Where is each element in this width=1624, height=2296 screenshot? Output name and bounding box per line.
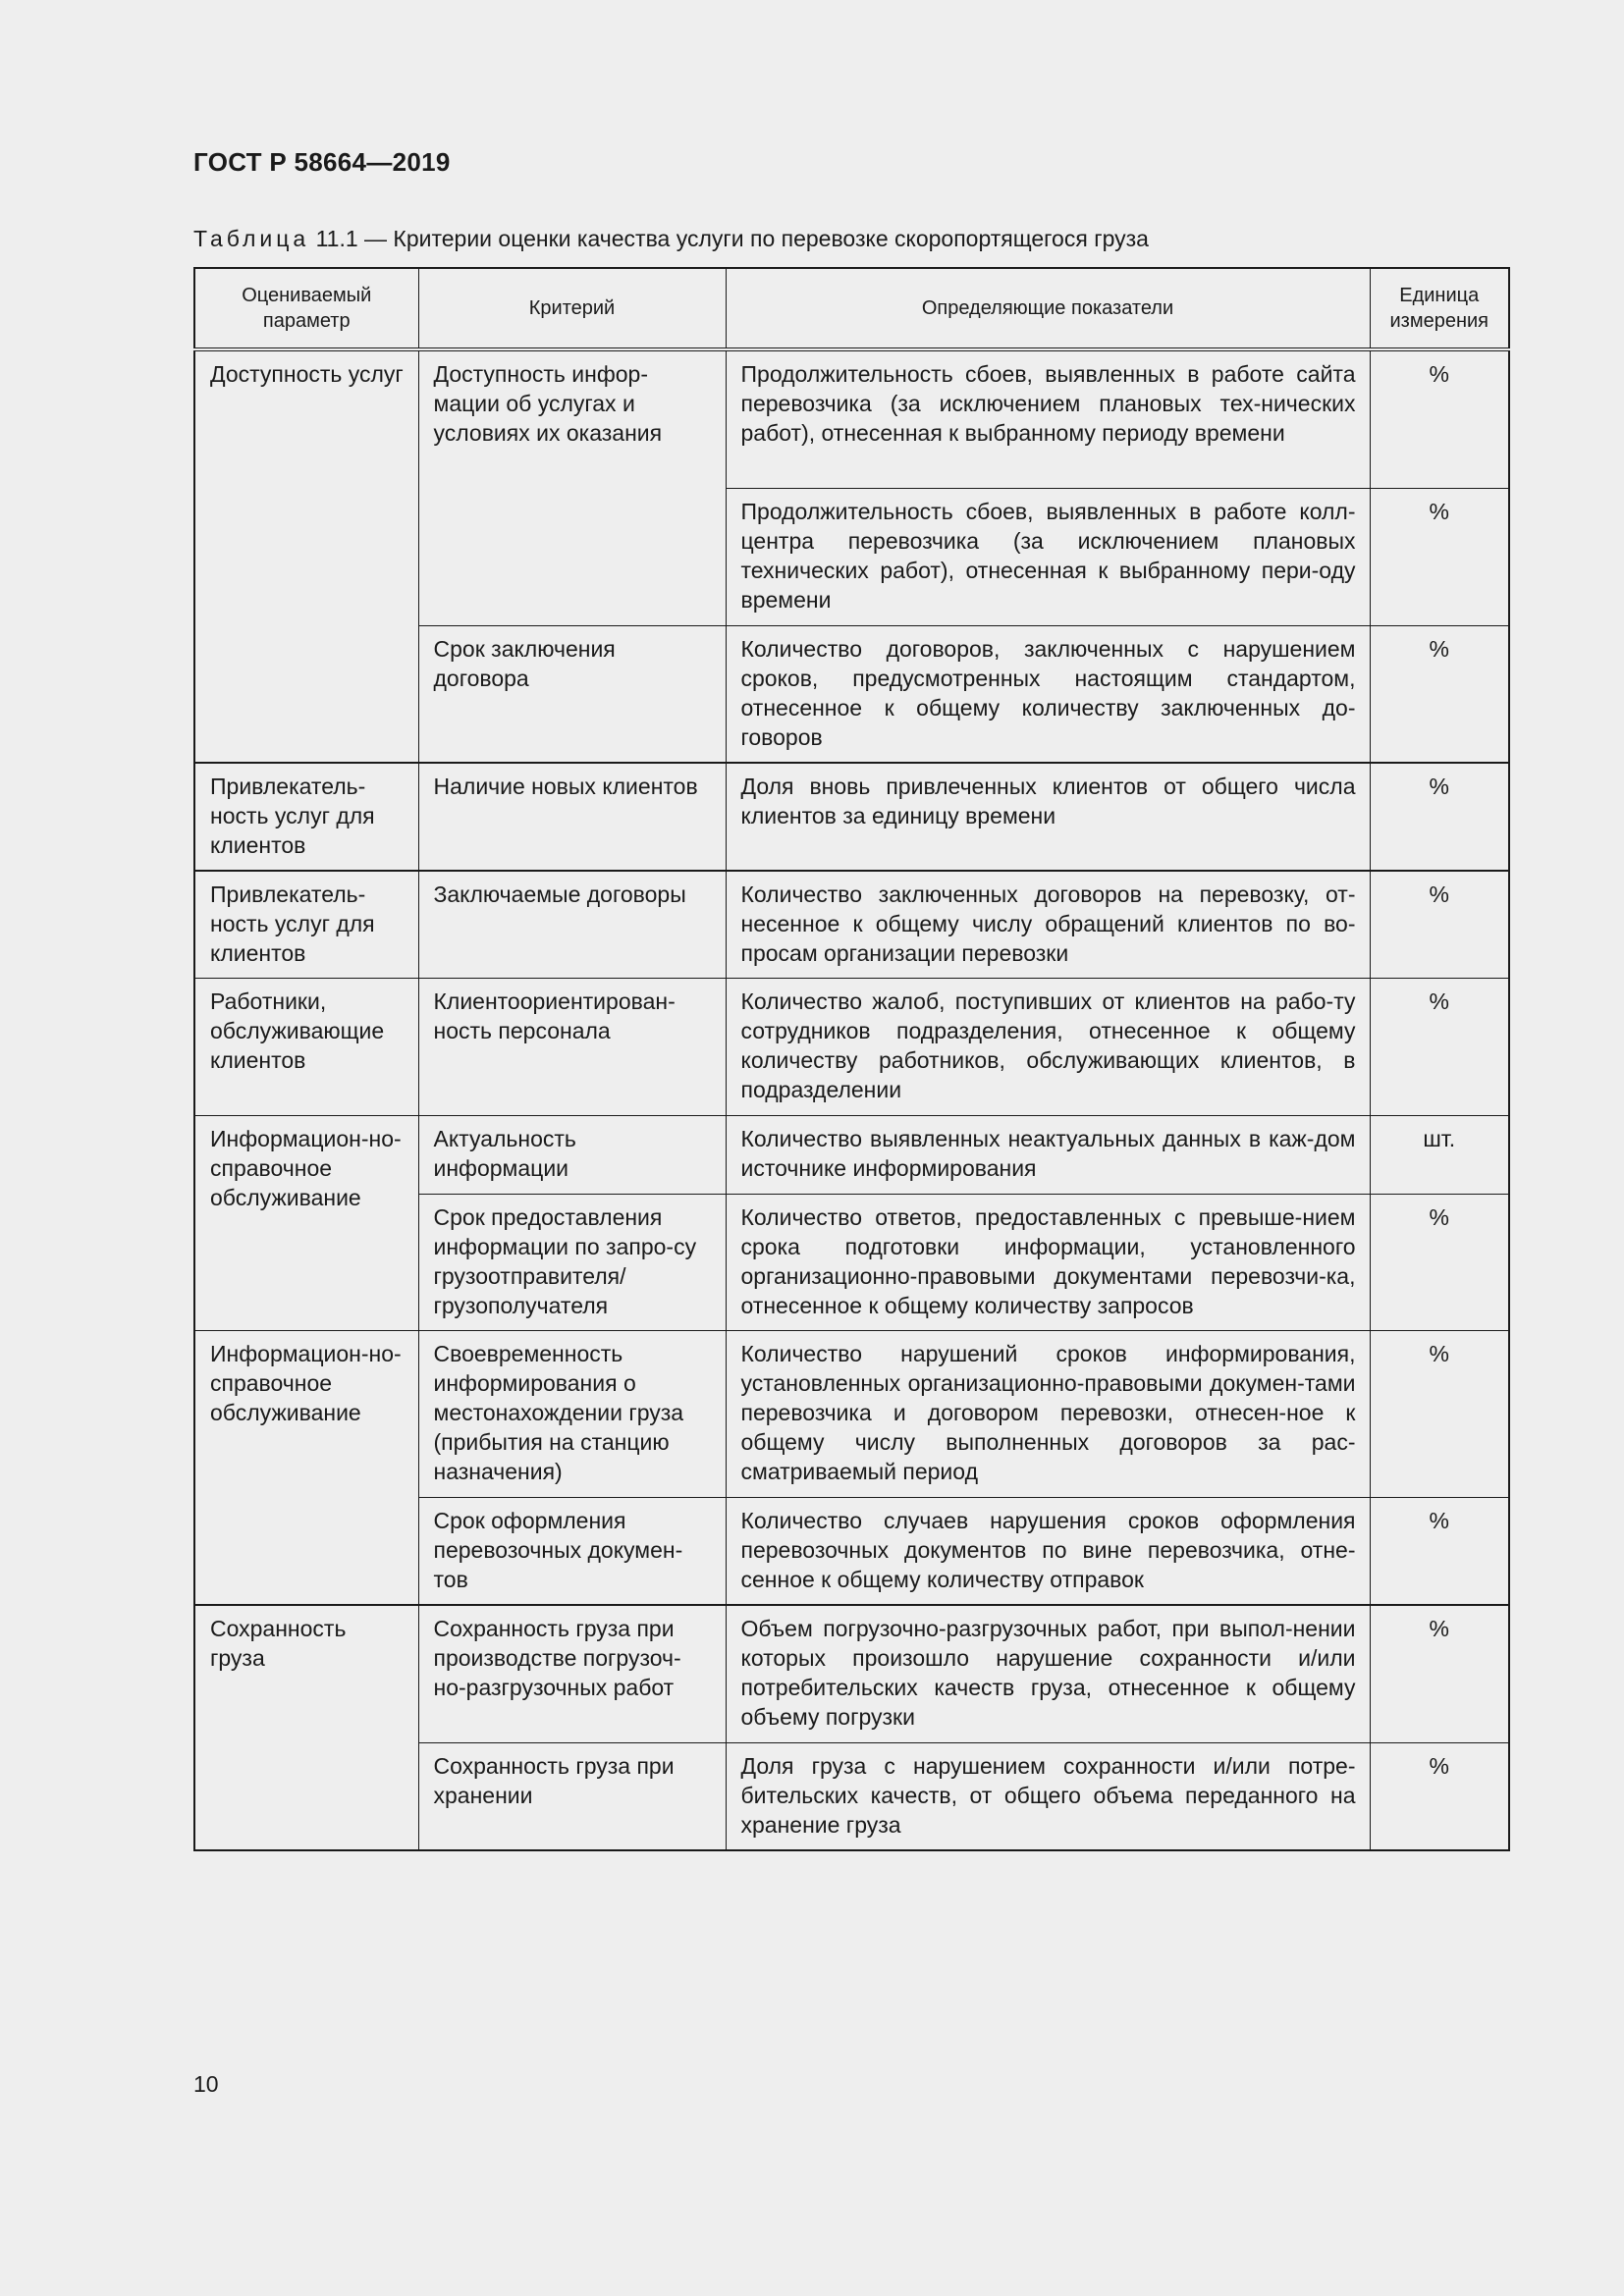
header-unit: Единица измерения [1370, 268, 1509, 349]
document-header: ГОСТ Р 58664—2019 [193, 147, 451, 177]
param-cell: Сохранность груза [194, 1605, 418, 1850]
criteria-table [193, 267, 1510, 1851]
table-caption-prefix: Таблица [193, 226, 310, 251]
param-cell: Информацион-но-справочное обслуживание [194, 1330, 418, 1605]
param-cell: Привлекатель-ность услуг для клиентов [194, 763, 418, 871]
indicator-cell: Объем погрузочно-разгрузочных работ, при выпол-нении которых произошло нарушение сохранности и/или потребительских качеств груза, отнесенное к общему объему погрузки [726, 1605, 1370, 1742]
unit-cell: % [1370, 1605, 1509, 1742]
unit-cell: % [1370, 488, 1509, 625]
param-cell: Работники, обслуживающие клиентов [194, 978, 418, 1115]
table-row [194, 1115, 1509, 1194]
criterion-cell: Сохранность груза при хранении [418, 1742, 726, 1850]
unit-cell: % [1370, 1497, 1509, 1605]
criterion-cell: Доступность инфор-мации об услугах и условиях их оказания [418, 349, 726, 625]
table-row [194, 871, 1509, 978]
criterion-cell: Срок оформления перевозочных докумен-тов [418, 1497, 726, 1605]
unit-cell: шт. [1370, 1115, 1509, 1194]
indicator-cell: Количество нарушений сроков информирования, установленных организационно-правовыми докумен-тами перевозчика и договором перевозки, отнесен-ное к общему числу выполненных договоров за рас-сматриваемый период [726, 1330, 1370, 1497]
criterion-cell: Срок предоставления информации по запро-су грузоотправителя/ грузополучателя [418, 1194, 726, 1330]
indicator-cell: Количество договоров, заключенных с нарушением сроков, предусмотренных настоящим стандартом, отнесенное к общему количеству заключенных до-говоров [726, 625, 1370, 763]
indicator-cell: Количество ответов, предоставленных с превыше-нием срока подготовки информации, установленного организационно-правовыми документами перевозчи-ка, отнесенное к общему количеству запросов [726, 1194, 1370, 1330]
unit-cell: % [1370, 1742, 1509, 1850]
indicator-cell: Количество выявленных неактуальных данных в каж-дом источнике информирования [726, 1115, 1370, 1194]
unit-cell: % [1370, 871, 1509, 978]
criterion-cell: Актуальность информации [418, 1115, 726, 1194]
indicator-cell: Доля вновь привлеченных клиентов от общего числа клиентов за единицу времени [726, 763, 1370, 871]
indicator-cell: Количество случаев нарушения сроков оформления перевозочных документов по вине перевозчика, отне-сенное к общему количеству отправок [726, 1497, 1370, 1605]
criterion-cell: Своевременность информирования о местонахождении груза (прибытия на станцию назначения) [418, 1330, 726, 1497]
header-criterion: Критерий [418, 268, 726, 349]
indicator-cell: Количество жалоб, поступивших от клиентов на рабо-ту сотрудников подразделения, отнесенное к общему количеству работников, обслуживающих клиентов, в подразделении [726, 978, 1370, 1115]
indicator-cell: Доля груза с нарушением сохранности и/или потре-бительских качеств, от общего объема переданного на хранение груза [726, 1742, 1370, 1850]
header-indicators: Определяющие показатели [726, 268, 1370, 349]
unit-cell: % [1370, 1330, 1509, 1497]
unit-cell: % [1370, 978, 1509, 1115]
unit-cell: % [1370, 1194, 1509, 1330]
indicator-cell: Продолжительность сбоев, выявленных в работе сайта перевозчика (за исключением плановых тех-нических работ), отнесенная к выбранному периоду времени [726, 349, 1370, 488]
header-param: Оцениваемый параметр [194, 268, 418, 349]
table-caption-number: 11.1 — [309, 226, 394, 251]
table-caption-title: Критерии оценки качества услуги по перевозке скоропортящегося груза [393, 226, 1149, 251]
criterion-cell: Срок заключения договора [418, 625, 726, 763]
param-cell: Информацион-но-справочное обслуживание [194, 1115, 418, 1330]
indicator-cell: Продолжительность сбоев, выявленных в работе колл-центра перевозчика (за исключением плановых технических работ), отнесенная к выбранному пери-оду времени [726, 488, 1370, 625]
table-row [194, 978, 1509, 1115]
table-row [194, 1330, 1509, 1497]
unit-cell: % [1370, 763, 1509, 871]
page-number: 10 [193, 2071, 219, 2097]
unit-cell: % [1370, 349, 1509, 488]
indicator-cell: Количество заключенных договоров на перевозку, от-несенное к общему числу обращений клиентов по во-просам организации перевозки [726, 871, 1370, 978]
criterion-cell: Заключаемые договоры [418, 871, 726, 978]
unit-cell: % [1370, 625, 1509, 763]
criterion-cell: Сохранность груза при производстве погрузоч-но-разгрузочных работ [418, 1605, 726, 1742]
table-header-row [194, 268, 1509, 349]
criterion-cell: Наличие новых клиентов [418, 763, 726, 871]
table-row [194, 349, 1509, 488]
table-caption [193, 226, 1149, 252]
param-cell: Привлекатель-ность услуг для клиентов [194, 871, 418, 978]
criterion-cell: Клиентоориентирован-ность персонала [418, 978, 726, 1115]
table-row [194, 1605, 1509, 1742]
param-cell: Доступность услуг [194, 349, 418, 763]
table-row [194, 763, 1509, 871]
